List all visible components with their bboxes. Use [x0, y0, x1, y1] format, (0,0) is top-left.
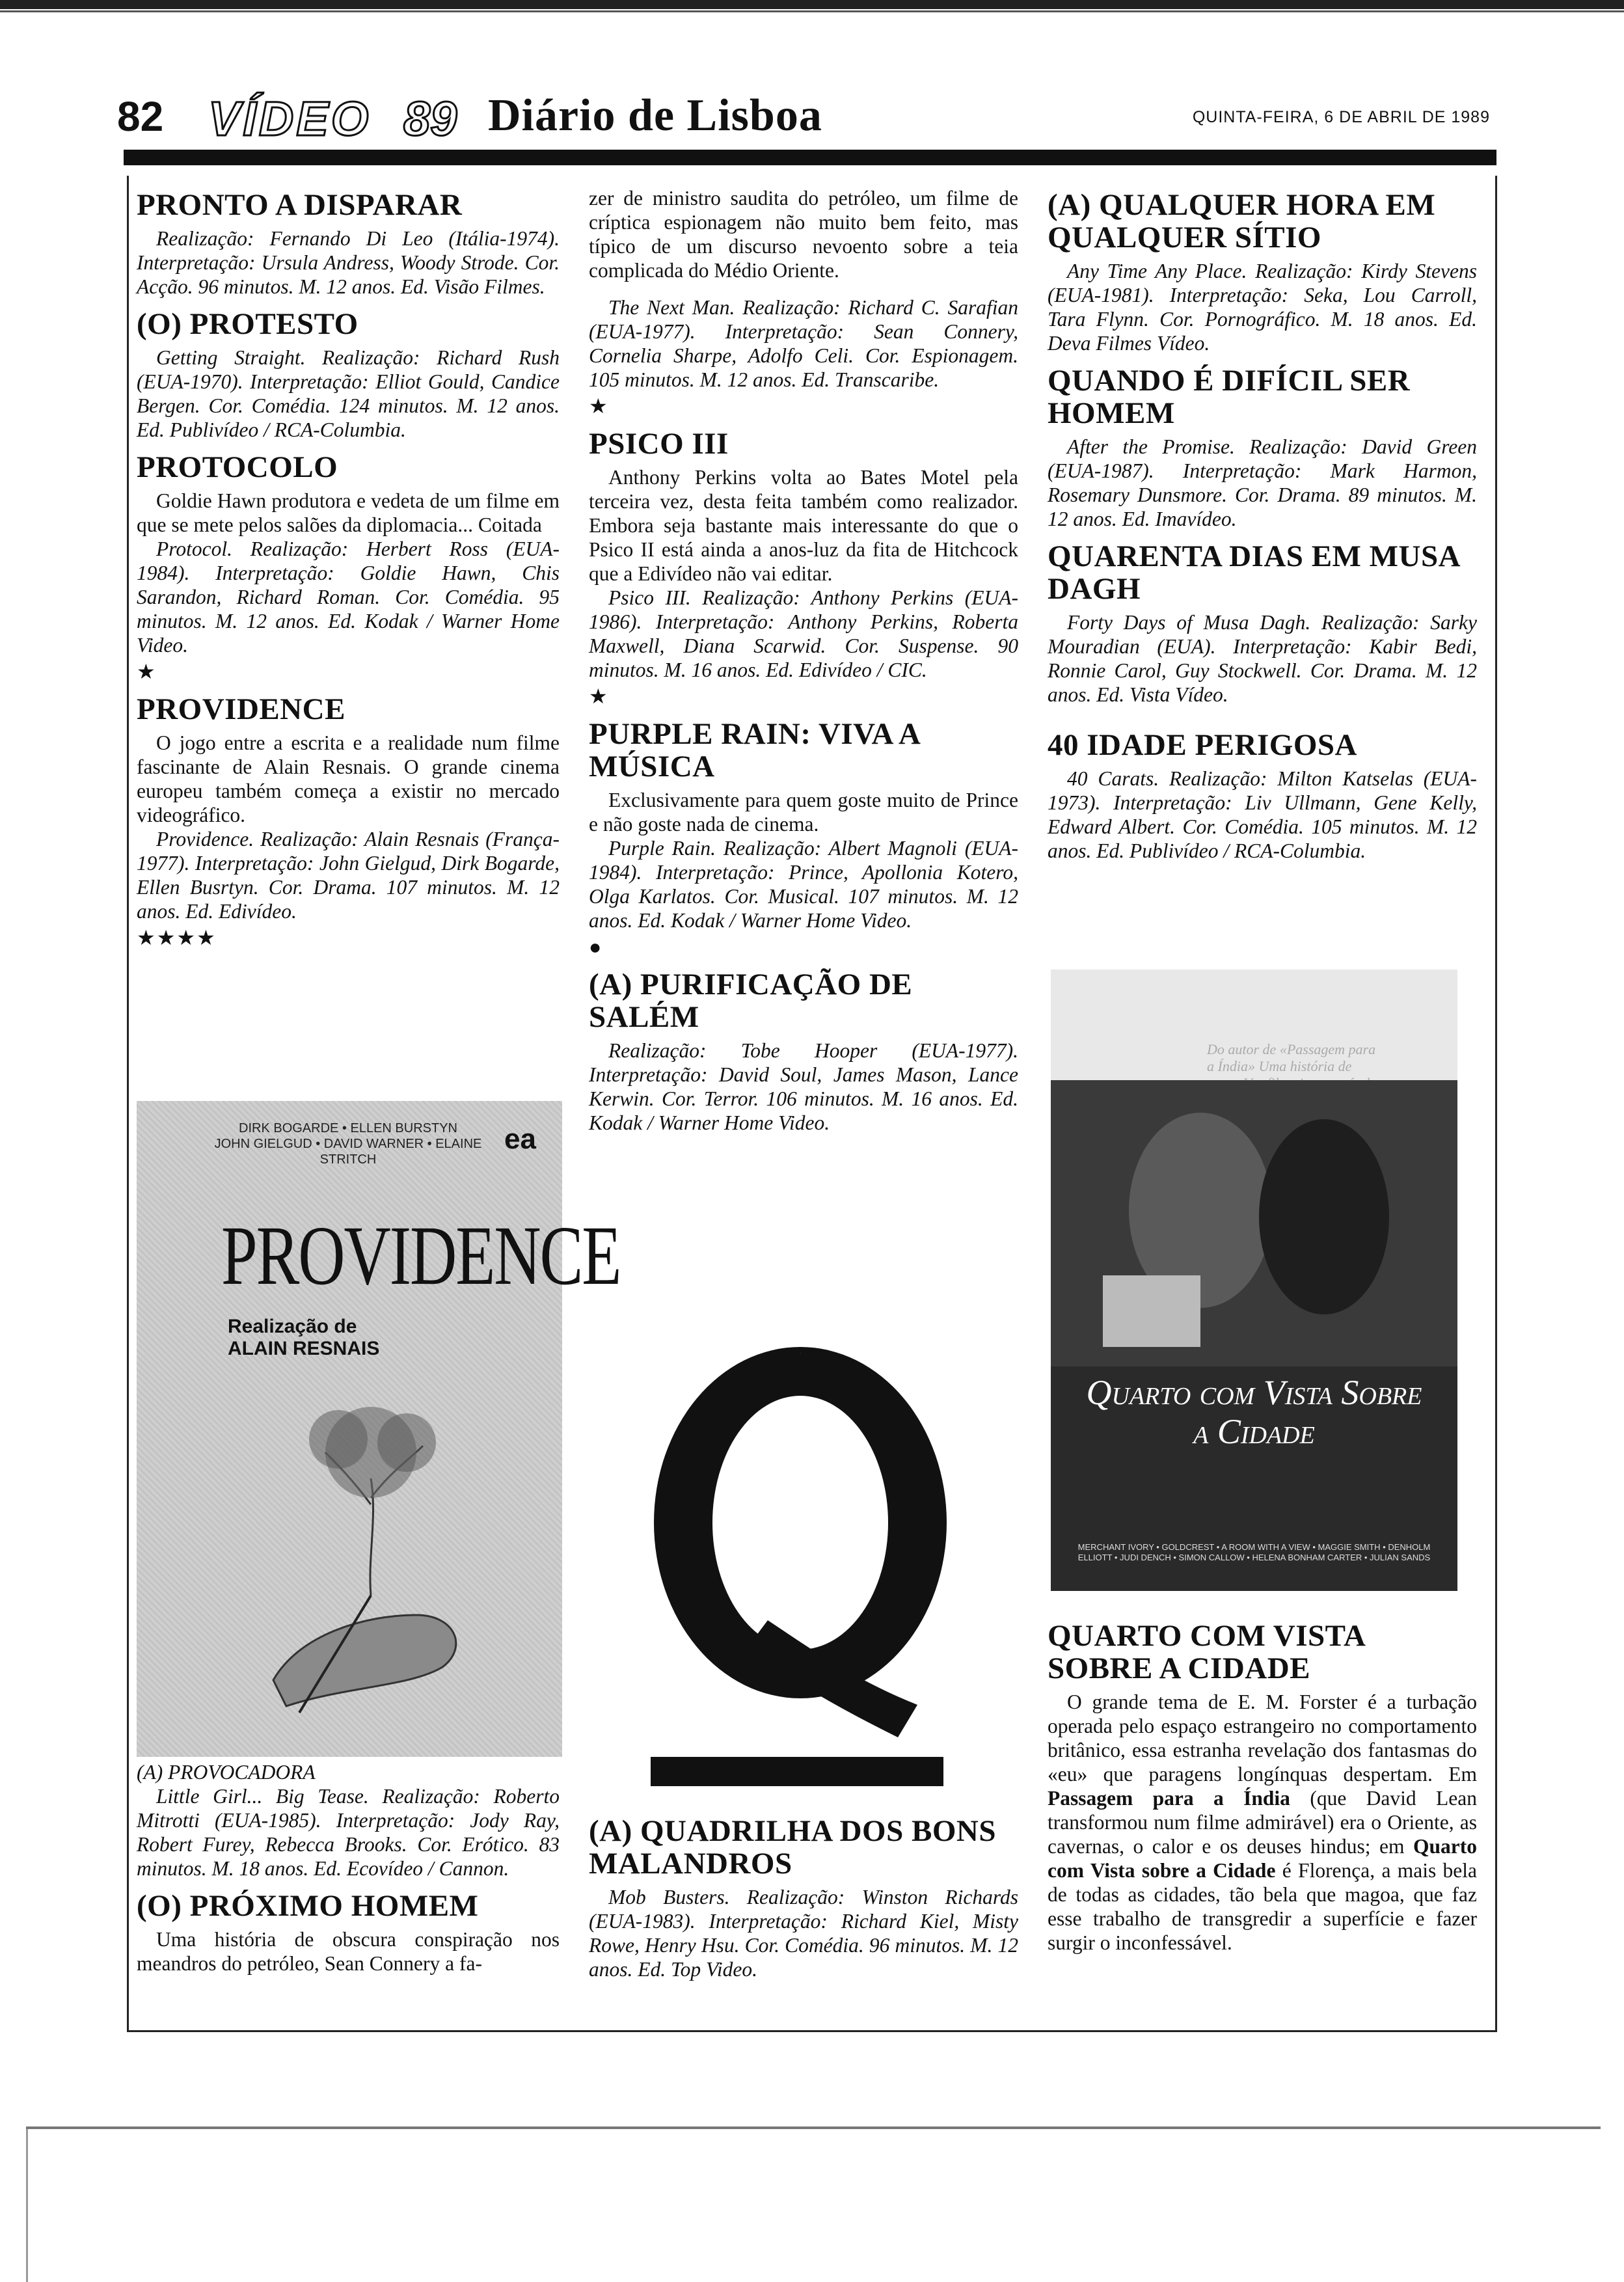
- section-letter-q: [638, 1340, 963, 1799]
- review-credits: Providence. Realização: Alain Resnais (França-1977). Interpretação: John Gielgud, Dirk Bogarde, Ellen Busrtyn. Cor. Drama. 107 minutos. M. 12 anos. Ed. Edivídeo.: [137, 828, 560, 923]
- newspaper-title: Diário de Lisboa: [488, 90, 822, 141]
- review-text: Exclusivamente para quem goste muito de Prince e não goste nada de cinema.: [589, 789, 1018, 835]
- heading-protesto: (O) PROTESTO: [137, 307, 359, 341]
- heading-protocolo: PROTOCOLO: [137, 450, 338, 484]
- star-rating: ★: [589, 394, 609, 418]
- poster-director-name: ALAIN RESNAIS: [228, 1338, 380, 1359]
- room-with-a-view-poster: [1051, 970, 1457, 1591]
- review-credits: Psico III. Realização: Anthony Perkins (EUA-1986). Interpretação: Anthony Perkins, Roberta Maxwell, Diana Scarwid. Cor. Suspense. 90 minutos. M. 16 anos. Ed. Edivídeo / CIC.: [589, 586, 1018, 681]
- review-text-part: (que David Lean transformou num filme admirável) era o Oriente, as cavernas, o calor e os deuses hindus; em: [1048, 1787, 1477, 1858]
- heading-providence: PROVIDENCE: [137, 692, 345, 726]
- masthead-rule: [124, 150, 1496, 165]
- poster-credit-line: DIRK BOGARDE • ELLEN BURSTYN: [239, 1121, 457, 1135]
- review-text: zer de ministro saudita do petróleo, um filme de críptica espionagem não muito bem feito, mas típico de um discurso nevoento sobre a teia complicada do Médio Oriente.: [589, 187, 1018, 282]
- poster-title: PROVIDENCE: [221, 1208, 621, 1303]
- heading-purple-rain: PURPLE RAIN: VIVA A MÚSICA: [589, 717, 919, 783]
- heading-quarto-com-vista: QUARTO COM VISTA SOBRE A CIDADE: [1048, 1619, 1364, 1685]
- review-text: Uma história de obscura conspiração nos meandros do petróleo, Sean Connery a fa-: [137, 1928, 560, 1975]
- scan-fold-line: [26, 2126, 1601, 2129]
- column-2: [589, 182, 1018, 1135]
- masthead: [117, 91, 1490, 150]
- column-3: [1048, 182, 1477, 863]
- star-rating: ★: [137, 660, 157, 683]
- poster-tagline: Do autor de «Passagem para a Índia» Uma história de: [1207, 1041, 1376, 1074]
- review-credits: Realização: Tobe Hooper (EUA-1977). Interpretação: David Soul, James Mason, Lance Kerwin. Cor. Terror. 106 minutos. M. 16 anos. Ed. Kodak / Warner Home Video.: [589, 1039, 1018, 1134]
- section-logo: VÍDEO: [208, 92, 372, 146]
- providence-poster: [137, 1101, 621, 1757]
- poster-couple-illustration: [1051, 1080, 1457, 1366]
- big-letter-text: Q: [800, 1353, 801, 1354]
- heading-40-idade-perigosa: 40 IDADE PERIGOSA: [1048, 728, 1357, 762]
- review-credits: Any Time Any Place. Realização: Kirdy Stevens (EUA-1981). Interpretação: Seka, Lou Carroll, Tara Flynn. Cor. Pornográfico. M. 18 anos. Ed. Deva Filmes Vídeo.: [1048, 260, 1477, 355]
- heading-purificacao-de-salem: (A) PURIFICAÇÃO DE SALÉM: [589, 968, 913, 1034]
- review-credits: Purple Rain. Realização: Albert Magnoli (EUA-1984). Interpretação: Prince, Apollonia Kotero, Olga Karlatos. Cor. Musical. 107 minutos. M. 12 anos. Ed. Kodak / Warner Home Video.: [589, 837, 1018, 932]
- poster-credits: MERCHANT IVORY • GOLDCREST • A ROOM WITH A VIEW • MAGGIE SMITH • DENHOLM ELLIOTT • JUDI DENCH • SIMON CALLOW • HELENA BONHAM CARTER • JULIAN SANDS: [1077, 1542, 1431, 1562]
- poster-title: Quarto com Vista Sobre a Cidade: [1086, 1373, 1422, 1451]
- heading-proximo-homem: (O) PRÓXIMO HOMEM: [137, 1889, 479, 1923]
- scan-fold-edge: [26, 2129, 28, 2282]
- heading-quarenta-dias: QUARENTA DIAS EM MUSA DAGH: [1048, 539, 1459, 606]
- review-credits: Little Girl... Big Tease. Realização: Roberto Mitrotti (EUA-1985). Interpretação: Jody Ray, Robert Furey, Rebecca Brooks. Cor. Erótico. 83 minutos. M. 18 anos. Ed. Ecovídeo / Cannon.: [137, 1785, 560, 1880]
- year-logo: 89: [403, 92, 457, 146]
- review-text: Goldie Hawn produtora e vedeta de um filme em que se mete pelos salões da diplomacia... Coitada: [137, 489, 560, 536]
- bold-title: Passagem para a Índia: [1048, 1787, 1290, 1810]
- review-credits: Forty Days of Musa Dagh. Realização: Sarky Mouradian (EUA). Interpretação: Kabir Bedi, Ronnie Carol, Guy Stockwell. Cor. Drama. M. 12 anos. Ed. Vista Vídeo.: [1048, 611, 1477, 706]
- column-3-lower: [1048, 1610, 1477, 1955]
- star-rating: ★: [589, 685, 609, 708]
- poster-credits: [195, 1121, 501, 1167]
- page-number: 82: [117, 93, 164, 140]
- heading-quando-e-dificil: QUANDO É DIFÍCIL SER HOMEM: [1048, 364, 1411, 430]
- review-text: [1048, 1690, 1477, 1955]
- heading-pronto-a-disparar: PRONTO A DISPARAR: [137, 188, 463, 222]
- bold-title: Quarto com Vista sobre a Cidade: [1048, 1835, 1477, 1882]
- review-credits: Mob Busters. Realização: Winston Richards (EUA-1983). Interpretação: Richard Kiel, Misty Rowe, Henry Hsu. Cor. Comédia. 96 minutos. M. 12 anos. Ed. Top Video.: [589, 1886, 1018, 1981]
- heading-quadrilha: (A) QUADRILHA DOS BONS MALANDROS: [589, 1814, 996, 1881]
- review-text: O jogo entre a escrita e a realidade num filme fascinante de Alain Resnais. O grande cinema europeu também começa a existir no mercado videográfico.: [137, 731, 560, 826]
- review-text: Realização: Fernando Di Leo (Itália-1974). Interpretação: Ursula Andress, Woody Strode. Cor. Acção. 96 minutos. M. 12 anos. Ed. Visão Filmes.: [137, 227, 560, 298]
- distributor-logo: ea: [504, 1123, 536, 1155]
- review-credits: 40 Carats. Realização: Milton Katselas (EUA-1973). Interpretação: Liv Ullmann, Gene Kelly, Edward Albert. Cor. Comédia. 105 minutos. M. 12 anos. Ed. Publivídeo / RCA-Columbia.: [1048, 767, 1477, 862]
- scan-edge-line: [0, 10, 1624, 12]
- heading-psico-iii: PSICO III: [589, 427, 729, 461]
- poster-credit-line: JOHN GIELGUD • DAVID WARNER • ELAINE STRITCH: [214, 1137, 482, 1167]
- heading-qualquer-hora: (A) QUALQUER HORA EM QUALQUER SÍTIO: [1048, 188, 1436, 254]
- column-1-lower: [137, 1760, 560, 1976]
- scan-edge-top: [0, 0, 1624, 9]
- column-1: [137, 182, 560, 950]
- poster-director: [228, 1316, 379, 1360]
- review-text-part: é Florença, a mais bela de todas as cidades, tão bela que magoa, que faz esse trabalho de transgredir a superfície e fazer surgir o inconfessável.: [1048, 1859, 1478, 1954]
- tree-hand-illustration: [247, 1400, 494, 1739]
- review-credits: After the Promise. Realização: David Green (EUA-1987). Interpretação: Mark Harmon, Rosemary Dunsmore. Cor. Drama. 89 minutos. M. 12 anos. Ed. Imavídeo.: [1048, 435, 1477, 530]
- review-text: Getting Straight. Realização: Richard Rush (EUA-1970). Interpretação: Elliot Gould, Candice Bergen. Cor. Comédia. 124 minutos. M. 12 anos. Ed. Publivídeo / RCA-Columbia.: [137, 346, 560, 441]
- review-credits: Protocol. Realização: Herbert Ross (EUA-1984). Interpretação: Goldie Hawn, Chis Sarandon, Richard Roman. Cor. Comédia. 95 minutos. M. 12 anos. Ed. Kodak / Warner Home Video.: [137, 537, 560, 657]
- rating-dot: ●: [589, 935, 603, 958]
- star-rating: ★★★★: [137, 926, 217, 949]
- review-text: Anthony Perkins volta ao Bates Motel pela terceira vez, desta feita também como realizador. Embora seja bastante mais interessante do que o Psico II está ainda a anos-luz da fita de Hitchcock que a Edivídeo não vai editar.: [589, 466, 1018, 585]
- column-2-lower: [589, 1806, 1018, 1981]
- poster-director-label: Realização de: [228, 1316, 357, 1337]
- review-text-part: O grande tema de E. M. Forster é a turbação operada pelo espaço estrangeiro no comportamento britânico, essa estranha revelação dos fantasmas do «eu» que paragens longínquas despertam. Em: [1048, 1691, 1477, 1786]
- dateline: QUINTA-FEIRA, 6 DE ABRIL DE 1989: [1192, 108, 1490, 126]
- caption-provocadora: (A) PROVOCADORA: [137, 1761, 316, 1784]
- q-letter-graphic: [638, 1340, 963, 1796]
- review-credits: The Next Man. Realização: Richard C. Sarafian (EUA-1977). Interpretação: Sean Connery, Cornelia Sharpe, Adolfo Celi. Cor. Espionagem. 105 minutos. M. 12 anos. Ed. Transcaribe.: [589, 296, 1018, 391]
